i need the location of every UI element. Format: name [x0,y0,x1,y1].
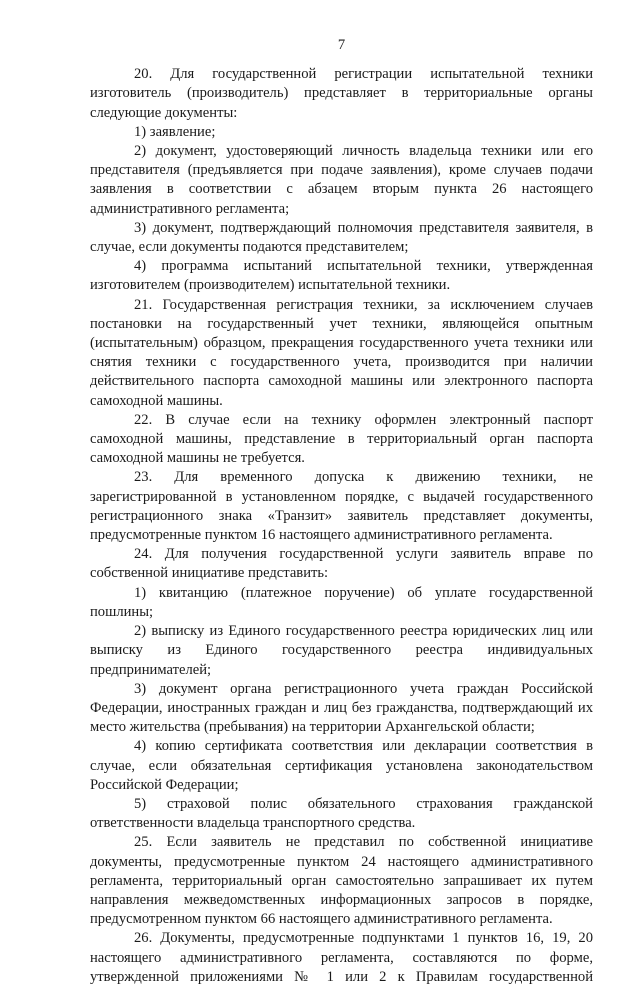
paragraph-20: 20. Для государственной регистрации испытательной техники изготовитель (производитель) представляет в территориальные органы следующие документы: [90,66,593,121]
paragraph-20-item-2: 2) документ, удостоверяющий личность владельца техники или его представителя (предъявляется при подаче заявления), кроме случаев подачи заявления в соответствии с абзацем вторым пункта 26 настоящего административного регламента; [90,143,593,217]
paragraph-25: 25. Если заявитель не представил по собственной инициативе документы, предусмотренные пунктом 24 настоящего административного регламента, территориальный орган самостоятельно запрашивает их путем направления межведомственных информационных запросов в порядке, предусмотренном пунктом 66 настоящего административного регламента. [90,834,593,928]
paragraph-24-item-5: 5) страховой полис обязательного страхования гражданской ответственности владельца транспортного средства. [90,795,593,832]
paragraph-20-item-3: 3) документ, подтверждающий полномочия представителя заявителя, в случае, если документы подаются представителем; [90,219,593,256]
paragraph-23: 23. Для временного допуска к движению техники, не зарегистрированной в установленном порядке, с выдачей государственного регистрационного знака «Транзит» заявитель представляет документы, предусмотренные пунктом 16 настоящего административного регламента. [90,469,593,544]
paragraph-20-item-4: 4) программа испытаний испытательной техники, утвержденная изготовителем (производителем) испытательной техники. [90,258,593,294]
paragraph-20-item-1: 1) заявление; [134,123,216,140]
paragraph-26: 26. Документы, предусмотренные подпунктами 1 пунктов 16, 19, 20 настоящего административного регламента, составляются по форме, утвержденной приложениями № 1 или 2 к Правилам государственной [90,930,593,985]
paragraph-24-item-4: 4) копию сертификата соответствия или декларации соответствия в случае, если обязательная сертификация установлена законодательством Российской Федерации; [90,738,593,793]
paragraph-21: 21. Государственная регистрация техники, за исключением случаев постановки на государственный учет техники, являющейся опытным (испытательным) образцом, прекращения государственного учета техники или снятия техники с государственного учета, производится при наличии действительного паспорта самоходной машины или электронного паспорта самоходной машины. [90,296,593,409]
paragraph-22: 22. В случае если на технику оформлен электронный паспорт самоходной машины, представление в территориальный орган паспорта самоходной машины не требуется. [90,411,593,467]
paragraph-24-item-1: 1) квитанцию (платежное поручение) об уплате государственной пошлины; [90,584,593,620]
paragraph-24: 24. Для получения государственной услуги заявитель вправе по собственной инициативе представить: [90,546,593,582]
paragraph-24-item-3: 3) документ органа регистрационного учета граждан Российской Федерации, иностранных граждан и лиц без гражданства, подтверждающий их место жительства (пребывания) на территории Архангельской области; [90,680,593,736]
page-number: 7 [337,37,346,53]
paragraph-24-item-2: 2) выписку из Единого государственного реестра юридических лиц или выписку из Единого государственного реестра индивидуальных предпринимателей; [90,623,593,678]
